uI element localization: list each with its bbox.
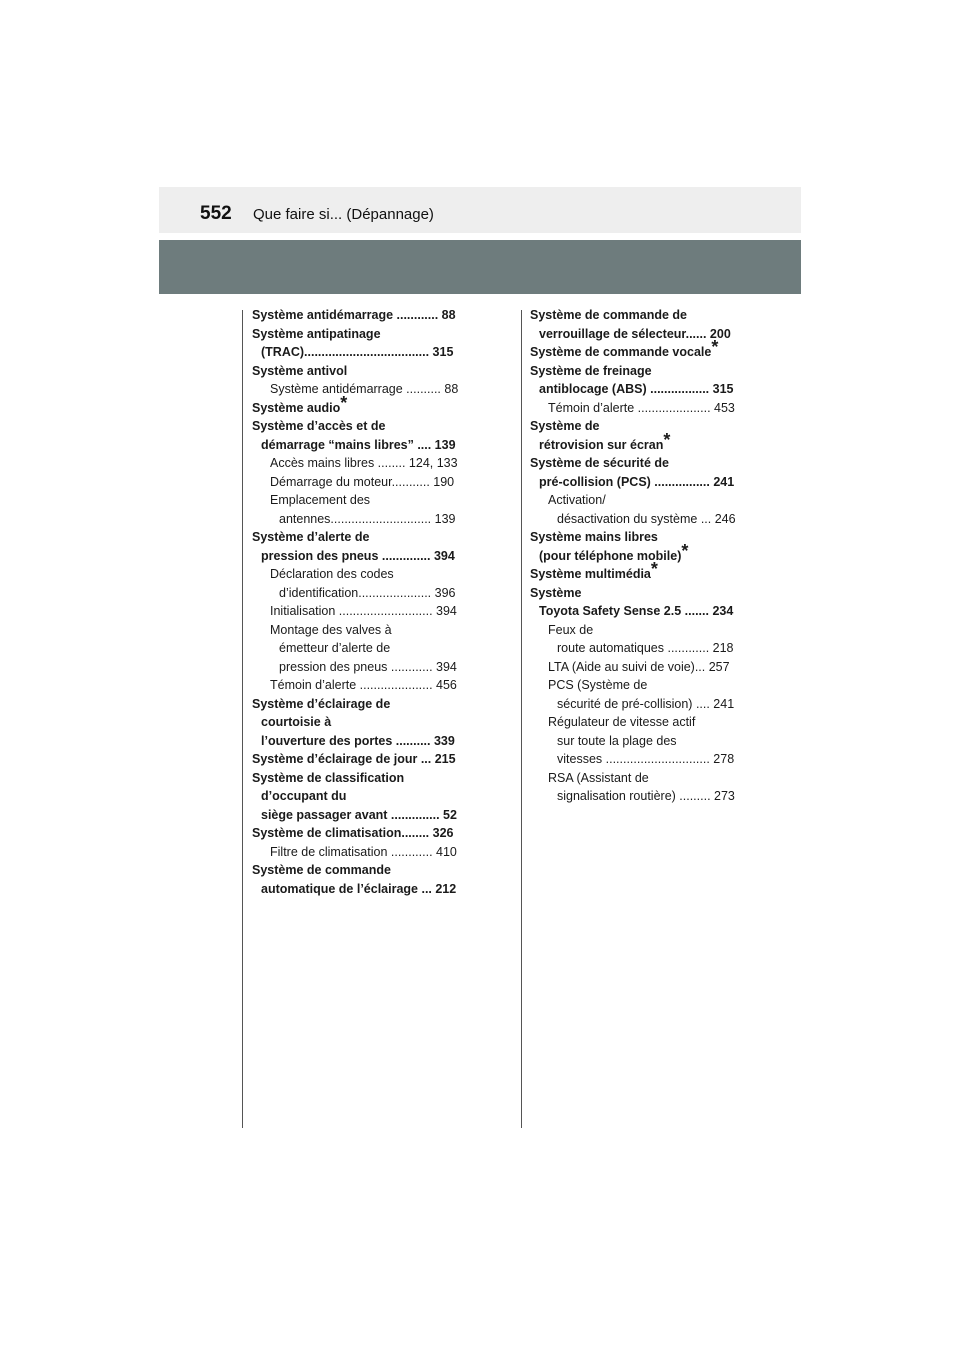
index-entry-text: Feux de <box>548 622 594 637</box>
index-entry <box>530 337 750 362</box>
index-entry <box>252 417 472 436</box>
index-entry-text: l’ouverture des portes .......... 339 <box>261 733 455 748</box>
index-entry <box>252 392 472 418</box>
index-entry <box>252 843 472 862</box>
index-entry <box>530 491 750 510</box>
index-entry-text: Initialisation ........................... 394 <box>270 604 457 618</box>
index-entry <box>530 540 750 566</box>
index-entry-text: Accès mains libres ........ 124, 133 <box>270 456 458 470</box>
index-entry <box>252 806 472 825</box>
index-entry <box>530 621 750 640</box>
index-entry <box>252 769 472 788</box>
index-entry <box>530 510 750 529</box>
index-entry-text: Démarrage du moteur........... 190 <box>270 474 455 489</box>
index-entry <box>530 750 750 769</box>
index-entry <box>530 306 750 325</box>
index-entry <box>252 547 472 566</box>
index-entry <box>530 399 750 418</box>
index-entry <box>252 473 472 492</box>
index-entry <box>530 584 750 603</box>
index-entry-text: Système de sécurité de <box>530 456 669 470</box>
index-entry-text: sur toute la plage des <box>557 733 677 748</box>
index-entry <box>530 602 750 621</box>
index-entry-text: RSA (Assistant de <box>548 770 649 785</box>
index-entry-text: Système d’éclairage de <box>252 696 391 711</box>
index-entry-text: antiblocage (ABS) ................. 315 <box>539 382 734 396</box>
index-entry-text: sécurité de pré-collision) .... 241 <box>557 696 735 711</box>
index-entry <box>252 362 472 381</box>
index-entry <box>252 787 472 806</box>
index-entry-text: verrouillage de sélecteur...... 200 <box>539 326 731 341</box>
index-entry-text: d’identification..................... 396 <box>279 585 456 600</box>
index-entry-text: Système d’accès et de <box>252 419 386 433</box>
index-entry <box>252 658 472 677</box>
index-entry <box>252 824 472 843</box>
index-entry-text: Régulateur de vitesse actif <box>548 715 696 729</box>
index-entry-text: Système d’éclairage de jour ... 215 <box>252 752 456 766</box>
index-entry <box>252 380 472 399</box>
asterisk-marker: * <box>340 392 348 413</box>
index-entry-text: Montage des valves à <box>270 622 392 637</box>
index-entry-text: route automatiques ............ 218 <box>557 641 734 655</box>
index-entry <box>252 861 472 880</box>
index-entry <box>252 528 472 547</box>
index-entry <box>530 732 750 751</box>
index-entry <box>530 429 750 455</box>
index-entry-text: Système d’alerte de <box>252 530 370 544</box>
index-entry <box>530 417 750 436</box>
index-entry <box>252 325 472 344</box>
index-column-left <box>252 306 472 898</box>
index-entry <box>252 454 472 473</box>
index-column-right <box>530 306 750 806</box>
index-entry-text: vitesses .............................. 278 <box>557 752 735 766</box>
index-entry-text: pression des pneus .............. 394 <box>261 548 455 563</box>
asterisk-marker: * <box>711 337 719 357</box>
index-entry <box>530 362 750 381</box>
index-entry-text: Témoin d’alerte ..................... 453 <box>548 400 735 415</box>
index-entry <box>530 528 750 547</box>
index-entry <box>530 473 750 492</box>
index-entry <box>252 491 472 510</box>
index-entry-text: Système antidémarrage .......... 88 <box>270 382 459 396</box>
page-number: 552 <box>200 203 232 224</box>
index-entry <box>530 380 750 399</box>
index-entry <box>252 713 472 732</box>
index-entry-text: signalisation routière) ......... 273 <box>557 789 735 803</box>
index-entry-text: Système de freinage <box>530 363 652 378</box>
index-entry-text: Déclaration des codes <box>270 567 394 581</box>
index-entry-text: Système de commande vocale <box>530 345 712 359</box>
index-entry-text: Système antipatinage <box>252 326 381 341</box>
index-entry-text: pré-collision (PCS) ................ 241 <box>539 474 735 489</box>
asterisk-marker: * <box>663 429 671 450</box>
index-entry <box>252 750 472 769</box>
index-entry-text: automatique de l’éclairage ... 212 <box>261 881 457 896</box>
index-entry-text: Système de commande <box>252 863 391 877</box>
index-entry <box>252 880 472 899</box>
index-entry-text: Système antivol <box>252 363 348 378</box>
index-entry-text: désactivation du système ... 246 <box>557 511 736 526</box>
index-entry-text: Système antidémarrage ............ 88 <box>252 308 456 322</box>
index-entry <box>530 454 750 473</box>
index-entry-text: Système mains libres <box>530 530 658 544</box>
index-entry-text: Toyota Safety Sense 2.5 ....... 234 <box>539 604 734 618</box>
chapter-title: Que faire si... (Dépannage) <box>253 206 434 223</box>
index-entry <box>252 639 472 658</box>
index-entry-text: Activation/ <box>548 493 606 507</box>
index-entry <box>530 658 750 677</box>
index-entry <box>252 436 472 455</box>
index-entry-text: Filtre de climatisation ............ 410 <box>270 844 457 859</box>
column-rule-left <box>242 310 243 1128</box>
column-rule-middle <box>521 310 522 1128</box>
index-entry <box>252 695 472 714</box>
index-entry-text: antennes............................. 139 <box>279 511 456 526</box>
index-entry <box>252 602 472 621</box>
index-entry-text: Système de classification <box>252 770 405 785</box>
index-entry-text: (pour téléphone mobile) <box>539 548 682 563</box>
index-entry <box>252 306 472 325</box>
asterisk-marker: * <box>681 540 689 561</box>
index-entry <box>252 621 472 640</box>
index-entry-text: d’occupant du <box>261 789 347 803</box>
index-entry-text: Système multimédia <box>530 567 651 581</box>
index-entry <box>252 732 472 751</box>
index-entry <box>530 676 750 695</box>
index-entry <box>252 343 472 362</box>
index-entry-text: Système de commande de <box>530 308 688 322</box>
index-entry-text: (TRAC).................................... 315 <box>261 345 454 359</box>
index-entry-text: courtoisie à <box>261 715 332 729</box>
index-entry-text: Système de climatisation........ 326 <box>252 826 454 840</box>
asterisk-marker: * <box>650 559 658 579</box>
index-entry <box>252 676 472 695</box>
index-entry <box>252 510 472 529</box>
index-entry-text: rétrovision sur écran <box>539 437 664 452</box>
index-entry <box>530 559 750 584</box>
index-entry <box>530 713 750 732</box>
index-entry-text: Emplacement des <box>270 493 371 507</box>
index-entry-text: démarrage “mains libres” .... 139 <box>261 437 456 452</box>
index-entry <box>530 787 750 806</box>
index-entry <box>530 639 750 658</box>
index-entry-text: Système <box>530 585 582 600</box>
index-entry <box>252 565 472 584</box>
index-entry-text: Système audio <box>252 400 341 415</box>
index-entry-text: PCS (Système de <box>548 678 648 692</box>
index-entry-text: Témoin d’alerte ..................... 456 <box>270 678 457 692</box>
index-entry <box>252 584 472 603</box>
index-entry <box>530 769 750 788</box>
index-entry-text: pression des pneus ............ 394 <box>279 659 457 674</box>
index-entry-text: siège passager avant .............. 52 <box>261 807 457 822</box>
index-entry-text: émetteur d’alerte de <box>279 641 391 655</box>
index-entry-text: LTA (Aide au suivi de voie)... 257 <box>548 659 730 674</box>
index-entry <box>530 695 750 714</box>
index-entry-text: Système de <box>530 419 600 433</box>
section-banner <box>159 240 801 294</box>
